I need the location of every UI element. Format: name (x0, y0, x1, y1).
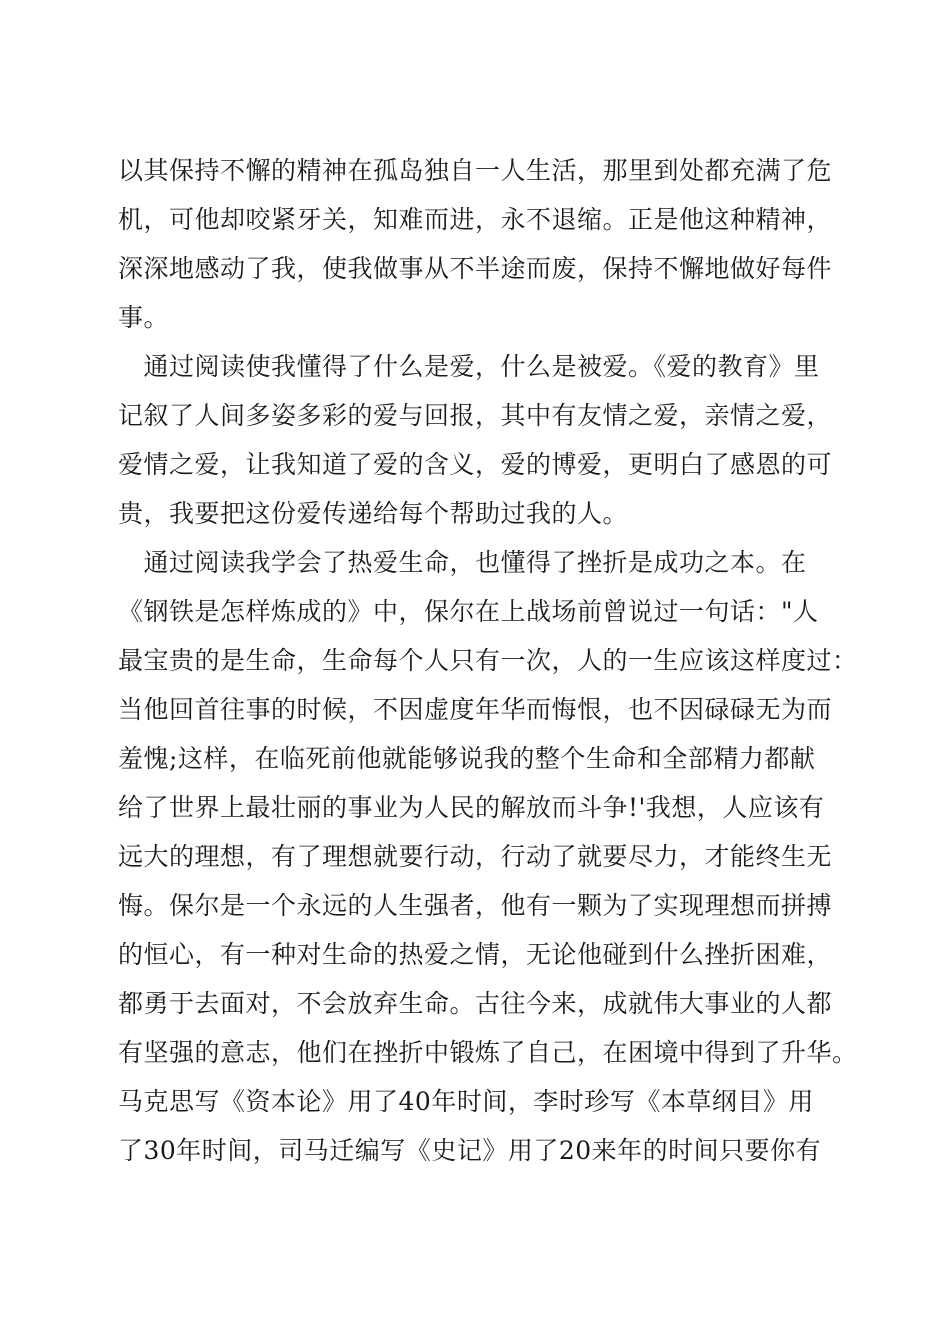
text-line: 当他回首往事的时候，不因虚度年华而悔恨，也不因碌碌无为而 (118, 695, 833, 724)
text-line: 给了世界上最壮丽的事业为人民的解放而斗争!'我想，人应该有 (118, 793, 825, 822)
text-line: 远大的理想，有了理想就要行动，行动了就要尽力，才能终生无 (118, 842, 833, 871)
text-line: 以其保持不懈的精神在孤岛独自一人生活，那里到处都充满了危 (118, 156, 833, 185)
text-line: 有坚强的意志，他们在挫折中锻炼了自己，在困境中得到了升华。 (118, 1038, 858, 1067)
text-line: 事。 (118, 303, 170, 332)
text-line: 悔。保尔是一个永远的人生强者，他有一颗为了实现理想而拼搏 (118, 891, 833, 920)
text-line: 了30年时间，司马迁编写《史记》用了20来年的时间只要你有 (118, 1136, 822, 1165)
text-line: 的恒心，有一种对生命的热爱之情，无论他碰到什么挫折困难， (118, 940, 833, 969)
body-text (118, 146, 858, 1175)
text-line: 爱情之爱，让我知道了爱的含义，爱的博爱，更明白了感恩的可 (118, 450, 833, 479)
text-line: 通过阅读我学会了热爱生命，也懂得了挫折是成功之本。在 (118, 548, 807, 577)
text-line: 贵，我要把这份爱传递给每个帮助过我的人。 (118, 499, 629, 528)
text-line: 《钢铁是怎样炼成的》中，保尔在上战场前曾说过一句话："人 (118, 597, 819, 626)
text-line: 记叙了人间多姿多彩的爱与回报，其中有友情之爱，亲情之爱， (118, 401, 833, 430)
text-line: 通过阅读使我懂得了什么是爱，什么是被爱。《爱的教育》里 (118, 352, 820, 381)
text-line: 马克思写《资本论》用了40年时间，李时珍写《本草纲目》用 (118, 1087, 814, 1116)
text-line: 羞愧;这样，在临死前他就能够说我的整个生命和全部精力都献 (118, 744, 816, 773)
text-line: 机，可他却咬紧牙关，知难而进，永不退缩。正是他这种精神， (118, 205, 833, 234)
text-line: 深深地感动了我，使我做事从不半途而废，保持不懈地做好每件 (118, 254, 833, 283)
text-line: 都勇于去面对，不会放弃生命。古往今来，成就伟大事业的人都 (118, 989, 833, 1018)
text-line: 最宝贵的是生命，生命每个人只有一次，人的一生应该这样度过： (118, 646, 858, 675)
